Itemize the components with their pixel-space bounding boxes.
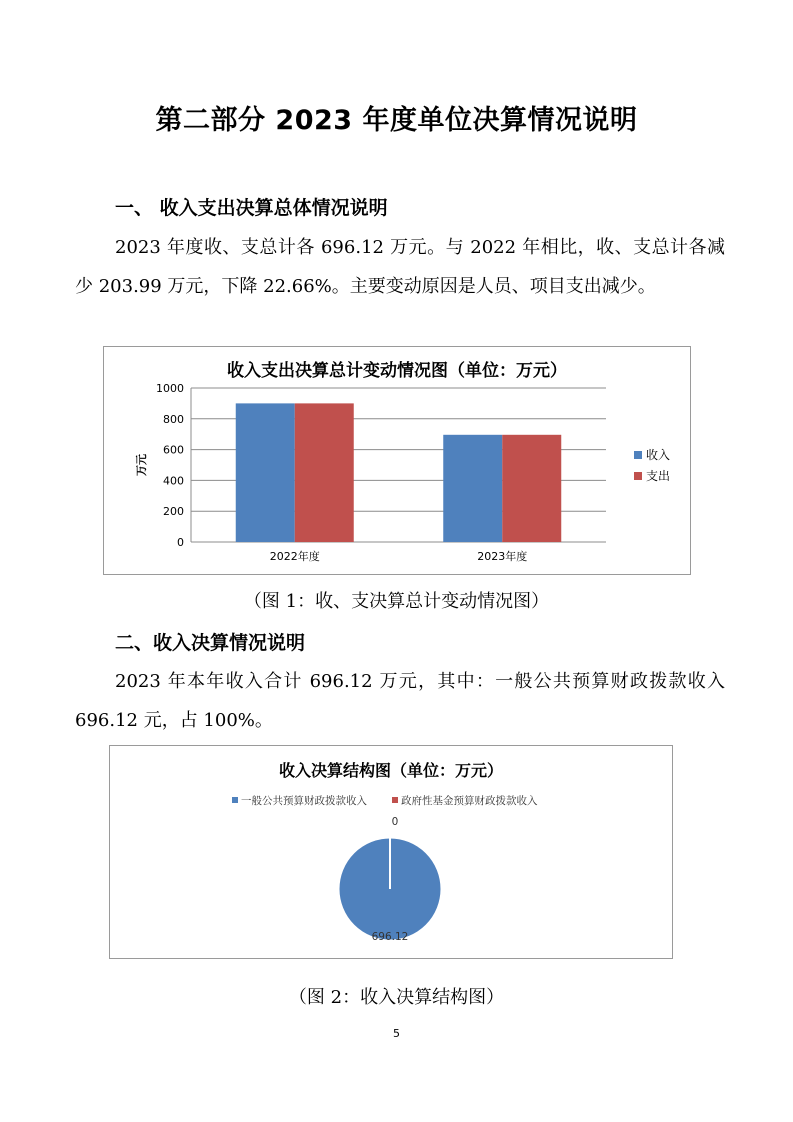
- legend-swatch: [634, 472, 642, 480]
- legend-swatch: [232, 797, 238, 803]
- bar-支出: [295, 403, 354, 542]
- figure-caption-2: （图 2：收入决算结构图）: [288, 987, 505, 1008]
- y-tick-label: 1000: [156, 382, 184, 395]
- pie-chart: [110, 746, 672, 958]
- bar-收入: [236, 403, 295, 542]
- bar-chart-title: 收入支出决算总计变动情况图（单位：万元）: [227, 361, 567, 381]
- y-tick-label: 0: [177, 536, 184, 549]
- legend-label: 一般公共预算财政拨款收入: [241, 795, 367, 807]
- section-paragraph-2: [75, 662, 725, 740]
- pie-data-label: 696.12: [371, 931, 409, 943]
- pie-chart-title: 收入决算结构图（单位：万元）: [278, 761, 503, 780]
- bar-支出: [502, 435, 561, 542]
- legend-swatch: [634, 451, 642, 459]
- pie-data-label: 0: [391, 816, 399, 828]
- legend-swatch: [392, 797, 398, 803]
- y-tick-label: 400: [163, 474, 184, 488]
- x-tick-label: 2023年度: [477, 550, 528, 563]
- x-tick-label: 2022年度: [269, 550, 320, 563]
- section-paragraph-1: [75, 228, 725, 306]
- bar-收入: [443, 435, 502, 542]
- page-number: 5: [393, 1027, 400, 1040]
- section-paragraph-1-text: 2023 年度收、支总计各 696.12 万元。与 2022 年相比，收、支总计各减少 203.99 万元，下降 22.66%。主要变动原因是人员、项目支出减少。: [75, 237, 725, 297]
- legend-label: 收入: [646, 448, 671, 462]
- section-paragraph-2-text: 2023 年本年收入合计 696.12 万元，其中：一般公共预算财政拨款收入 696.12 元，占 100%。: [75, 671, 725, 731]
- bar-chart: [104, 347, 690, 574]
- pie-chart-frame: [109, 745, 673, 959]
- legend-label: 政府性基金预算财政拨款收入: [401, 795, 538, 807]
- y-axis-label: 万元: [135, 454, 148, 476]
- legend-label: 支出: [646, 469, 671, 483]
- section-heading-2: 二、收入决算情况说明: [115, 632, 306, 654]
- bar-chart-frame: [103, 346, 691, 575]
- y-tick-label: 200: [163, 505, 184, 519]
- figure-caption-1: （图 1：收、支决算总计变动情况图）: [243, 591, 550, 612]
- y-tick-label: 600: [163, 443, 184, 457]
- y-tick-label: 800: [163, 412, 184, 426]
- page-title: 第二部分 2023 年度单位决算情况说明: [155, 105, 638, 136]
- section-heading-1: 一、 收入支出决算总体情况说明: [115, 197, 388, 219]
